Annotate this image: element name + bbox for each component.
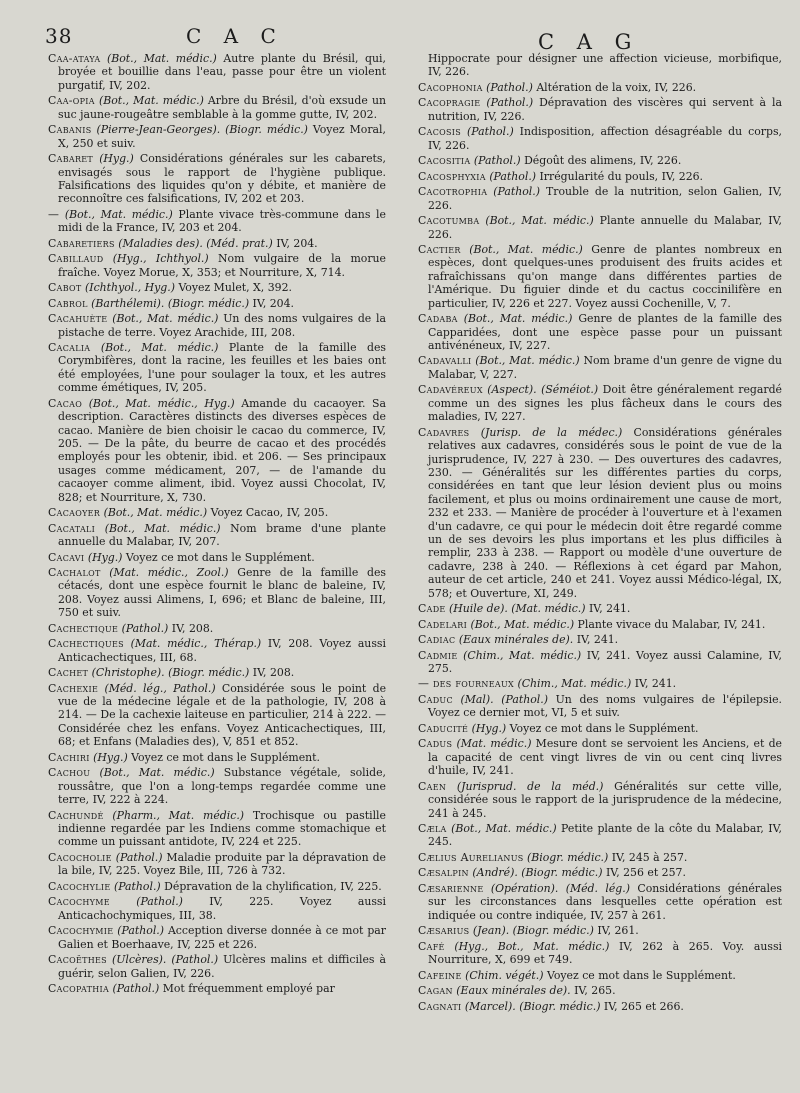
entry-subject: (Bot., Mat. médic.) [463, 312, 573, 326]
entry-text: Trouble de la nutrition, selon Galien, IV, 226. [428, 185, 782, 212]
entry-text: IV, 204. [249, 296, 294, 310]
index-entry [418, 984, 782, 997]
entry-headword: Caduc [418, 692, 453, 706]
entry-text: Plante vivace très-commune dans le midi de la France, IV, 203 et 204. [58, 207, 386, 235]
entry-headword: Cæsarienne [418, 881, 484, 895]
index-entry [418, 383, 782, 423]
entry-text: IV, 208. [249, 666, 295, 680]
index-entry [418, 1000, 782, 1013]
entry-headword: Cafeine [418, 968, 462, 982]
entry-subject: (Ichthyol., Hyg.) [85, 281, 175, 295]
entry-subject: (Eaux minérales de). [456, 984, 571, 998]
index-entry [48, 94, 386, 121]
entry-subject: (André). (Biogr. médic.) [472, 866, 603, 880]
entry-text: Nom brame d'un genre de vigne du Malabar, V, 227. [428, 354, 782, 381]
index-entry [48, 297, 386, 310]
entry-headword: Caducité [418, 721, 469, 735]
entry-subject: (Opération). (Méd. lég.) [490, 881, 630, 895]
entry-subject: (Hyg., Ichthyol.) [112, 252, 209, 266]
index-entry [48, 637, 386, 664]
entry-text: Considérée sous le point de vue de la médecine légale et de la pathologie, IV, 208 à 214. — De la cachexie laiteuse en particulier, 214 à 222. — Considérée chez les enfans. Voyez Anticachectiques, III, 68; et Enfans (Maladies des), V, 851 et 852. [58, 681, 387, 749]
index-entry [48, 152, 386, 206]
entry-text: Un des noms vulgaires de l'épilepsie. Voyez ce dernier mot, VI, 5 et suiv. [428, 692, 782, 720]
index-entry [48, 506, 386, 519]
entry-text: IV, 256 et 257. [602, 866, 686, 880]
entry-text: Genre de la famille des cétacés, dont une espèce fournit le blanc de baleine, IV, 208. Voyez aussi Alimens, I, 696; et Blanc de baleine, III, 750 et suiv. [58, 566, 387, 620]
entry-headword: Cacosphyxia [418, 169, 486, 183]
index-entry [48, 953, 386, 980]
entry-subject: (Pathol.) [121, 621, 169, 635]
entry-text: Nom vulgaire de la morue fraîche. Voyez Morue, X, 353; et Nourriture, X, 714. [58, 252, 386, 279]
entry-subject: (Pathol.) [112, 982, 160, 996]
entry-headword: Cadavéreux [418, 383, 483, 397]
entry-headword: Caa-ataya [48, 52, 101, 65]
index-entry [418, 649, 782, 676]
continued-entry: Hippocrate pour désigner une affection vicieuse, morbifique, IV, 226. [428, 52, 782, 79]
entry-headword: Cagnati [418, 999, 462, 1013]
entry-headword: Cachundé [48, 808, 104, 822]
index-entry [418, 602, 782, 615]
index-entry [418, 312, 782, 352]
entry-text: Altération de la voix, IV, 226. [532, 80, 697, 94]
index-entry [48, 566, 386, 620]
entry-text: Ulcères malins et difficiles à guérir, selon Galien, IV, 226. [58, 953, 386, 980]
entry-text: Dépravation de la chylification, IV, 225. [160, 879, 382, 893]
entry-text: Dépravation des viscères qui servent à la nutrition, IV, 226. [428, 96, 782, 123]
entry-subject: (Pathol.) [117, 924, 165, 938]
entry-subject: (Biogr. médic.) [527, 850, 609, 864]
index-entry [48, 880, 386, 893]
entry-subject: (Pathol.) [486, 96, 534, 110]
entry-subject: (Mat. médic.) [456, 737, 532, 751]
entry-text: Doit être généralement regardé comme un des signes les plus fâcheux dans le cours des maladies, IV, 227. [428, 383, 782, 424]
index-entry [418, 214, 782, 241]
entry-text: Trochisque ou pastille indienne regardée par les Indiens comme stomachique et comme un puissant antidote, IV, 224 et 225. [58, 808, 386, 849]
index-entry [418, 170, 782, 183]
index-entry [418, 969, 782, 982]
index-entry [48, 666, 386, 679]
entry-headword: Cacocholie [48, 850, 112, 864]
entry-subject: (Hyg.) [99, 152, 134, 166]
index-entry [48, 751, 386, 764]
entry-subject: (Bot., Mat. médic.) [469, 243, 583, 257]
entry-headword: Cabot [48, 281, 82, 295]
index-entry [418, 633, 782, 646]
entry-text: Genre de plantes nombreux en espèces, dont quelques-unes produisent des fruits acides et rafraîchissans qu'on mange dans différentes parties de l'Amérique. Du figuier dinde et du cactus coccinilifère en particulier, IV, 226 et 227. Voyez aussi Cochenille, V, 7. [428, 243, 782, 310]
entry-headword: Cacochymie [48, 924, 114, 938]
entry-text: Dégoût des alimens, IV, 226. [520, 154, 682, 168]
index-entry [48, 682, 386, 749]
index-entry [418, 426, 782, 600]
index-entry [418, 882, 782, 922]
index-entry [48, 208, 386, 235]
index-entry [418, 924, 782, 937]
index-entry [418, 851, 782, 864]
entry-subject: (Hyg.) [87, 550, 123, 564]
entry-text: Irrégularité du pouls, IV, 226. [536, 169, 704, 183]
index-entry [418, 618, 782, 631]
index-entry [418, 125, 782, 152]
entry-headword: Cachet [48, 666, 89, 680]
running-head-left: C A C [186, 24, 284, 48]
entry-subject: (Bot., Mat. médic.) [112, 312, 219, 326]
entry-headword: Cactier [418, 243, 461, 257]
entry-subject: (Méd. lég., Pathol.) [104, 681, 216, 695]
entry-text: Amande du cacaoyer. Sa description. Caractères distincts des diverses espèces de cacao. Manière de bien choisir le cacao du commerce, IV, 205. — De la pâte, du beurre de cacao et des procédés employés pour les obtenir, ibid. et 206. — Ses principaux usages comme médicament, 207, — de l'amande du cacaoyer comme aliment, ibid. Voyez aussi Chocolat, IV, 828; et Nourriture, X, 730. [58, 396, 386, 504]
entry-text: Petite plante de la côte du Malabar, IV, 245. [428, 822, 783, 849]
entry-subject: (Pathol.) [466, 125, 514, 139]
entry-text: IV, 245 à 257. [608, 850, 688, 864]
entry-subject: (Pathol.) [115, 850, 163, 864]
entry-headword: Cachalot [48, 566, 101, 580]
entry-subject: (Maladies des). (Méd. prat.) [118, 236, 273, 250]
entry-headword: Cacositia [418, 154, 471, 168]
entry-headword: Cagan [418, 984, 453, 998]
entry-subject: (Mat. médic., Thérap.) [130, 637, 262, 651]
entry-subject: (Marcel). (Biogr. médic.) [464, 999, 601, 1013]
index-entry [48, 924, 386, 951]
entry-subject: (Mal). (Pathol.) [460, 692, 548, 706]
entry-text: IV, 208. Voyez aussi Anticachectiques, III, 68. [58, 637, 386, 664]
entry-headword: Cacotrophia [418, 185, 488, 199]
entry-subject: (Huile de). (Mat. médic.) [449, 602, 586, 616]
entry-headword: Cacochylie [48, 879, 111, 893]
entry-headword: Caen [418, 779, 447, 793]
entry-headword: Café [418, 939, 445, 953]
entry-subject: (Chim., Mat. médic.) [517, 677, 632, 691]
index-entry [48, 397, 386, 504]
entry-headword: Cachectiques [48, 637, 124, 651]
entry-subject: (Eaux minérales de). [458, 633, 574, 647]
entry-subject: (Christophe). (Biogr. médic.) [91, 666, 250, 680]
entry-subject: (Pathol.) [113, 879, 161, 893]
entry-subject: (Pharm., Mat. médic.) [112, 808, 245, 822]
index-entry [418, 722, 782, 735]
index-entry [48, 895, 386, 922]
entry-headword: Cadelari [418, 617, 468, 631]
entry-subject: (Bot., Mat. médic.) [103, 506, 208, 520]
index-entry [48, 341, 386, 395]
entry-subject: (Pathol.) [489, 169, 537, 183]
entry-headword: Cabillaud [48, 252, 104, 266]
index-entry [418, 354, 782, 381]
entry-headword: Cacahuète [48, 312, 108, 326]
entry-headword: Cacatali [48, 521, 96, 535]
entry-text: Acception diverse donnée à ce mot par Galien et Boerhaave, IV, 225 et 226. [58, 924, 386, 951]
index-entry [48, 551, 386, 564]
entry-headword: Cæsalpin [418, 866, 469, 880]
entry-subject: (Bot., Mat. médic.) [107, 52, 217, 65]
entry-text: Maladie produite par la dépravation de la bile, IV, 225. Voyez Bile, III, 726 à 732. [58, 850, 386, 878]
entry-subject: (Barthélemi). (Biogr. médic.) [91, 296, 250, 310]
entry-text: Mot fréquemment employé par [159, 982, 335, 996]
right-column [418, 52, 782, 1015]
entry-subject: (Chim. végét.) [465, 968, 544, 982]
entry-headword: Cadus [418, 737, 453, 751]
entry-text: IV, 241. [573, 633, 619, 647]
index-entry [48, 52, 386, 92]
entry-text: Autre plante du Brésil, qui, broyée et bouillie dans l'eau, passe pour être un violent purgatif, IV, 202. [58, 52, 386, 92]
index-entry [418, 693, 782, 720]
entry-subject: (Hyg., Bot., Mat. médic.) [454, 939, 610, 953]
entry-text: IV, 241. [585, 602, 631, 616]
index-entry [48, 237, 386, 250]
entry-subject: (Pathol.) [486, 80, 533, 94]
entry-headword: Cadavalli [418, 354, 472, 368]
entry-text: Voyez Cacao, IV, 205. [207, 506, 329, 520]
entry-headword: Cacoëthes [48, 953, 107, 967]
entry-headword: Cacavi [48, 550, 85, 564]
entry-headword: Cacosis [418, 125, 462, 139]
entry-subject: (Bot., Mat. médic.) [104, 521, 221, 535]
entry-subject: (Ulcères). (Pathol.) [111, 953, 219, 967]
entry-headword: Cacophonia [418, 80, 483, 94]
index-entry [418, 780, 782, 820]
index-entry [418, 866, 782, 879]
entry-text: IV, 241. [631, 677, 677, 691]
entry-text: Voyez ce mot dans le Supplément. [122, 550, 315, 564]
index-entry [48, 622, 386, 635]
index-entry [418, 737, 782, 777]
entry-headword: Cabaretiers [48, 236, 115, 250]
entry-text: IV, 208. [168, 621, 214, 635]
entry-text: Genre de plantes de la famille des Capparidées, dont une espèce passe pour un puissant antivénéneux, IV, 227. [428, 312, 782, 352]
entry-subject: (Pathol.) [136, 895, 183, 909]
entry-headword: Cacao [48, 396, 83, 410]
entry-text: IV, 265 et 266. [600, 999, 684, 1013]
index-entry [48, 982, 386, 995]
entry-text: Voyez ce mot dans le Supplément. [506, 721, 699, 735]
entry-text: IV, 262 à 265. Voy. aussi Nourriture, X, 699 et 749. [428, 939, 783, 967]
index-entry [418, 154, 782, 167]
entry-text: Considérations générales sur les cabarets, envisagés sous le rapport de l'hygiène publique. Falsifications des liquides qu'on y débite, et manière de reconnoître ces falsifications, IV, 202 et 203. [58, 152, 386, 206]
entry-subject: (Bot., Mat. médic.) [451, 822, 557, 835]
entry-headword: Cachexie [48, 681, 99, 695]
entry-text: Nom brame d'une plante annuelle du Malabar, IV, 207. [58, 521, 386, 549]
index-entry [418, 185, 782, 212]
index-entry [48, 312, 386, 339]
entry-headword: Cacotumba [418, 214, 480, 228]
entry-subject: (Pathol.) [473, 154, 521, 168]
entry-headword: Cacaoyer [48, 506, 101, 520]
entry-text: Généralités sur cette ville, considérée sous le rapport de la jurisprudence de la médecine, 241 à 245. [428, 779, 783, 820]
entry-text: Arbre du Brésil, d'où exsude un suc jaune-rougeâtre semblable à la gomme gutte, IV, 202. [58, 94, 386, 121]
entry-subject: (Hyg.) [471, 721, 507, 735]
entry-text: Voyez ce mot dans le Supplément. [543, 968, 736, 982]
entry-subject: (Bot., Mat. médic.) [64, 207, 173, 221]
index-entry [418, 940, 782, 967]
entry-subject: (Bot., Mat. médic.) [100, 341, 219, 355]
index-entry [48, 809, 386, 849]
index-entry [48, 766, 386, 806]
entry-subject: (Aspect). (Séméiot.) [487, 383, 599, 397]
entry-headword: Cabrol [48, 296, 88, 310]
entry-subject: (Jurisp. de la médec.) [480, 425, 623, 439]
entry-headword: — des fourneaux [418, 677, 514, 691]
index-entry [418, 81, 782, 94]
entry-headword: Cacalia [48, 341, 91, 355]
entry-text: Considérations générales sur les circonstances dans lesquelles cette opération est indiquée ou contre indiquée, IV, 257 à 261. [428, 881, 782, 922]
entry-text: IV, 225. Voyez aussi Anticachochymiques, III, 38. [58, 895, 386, 922]
entry-headword: Cabanis [48, 123, 92, 137]
index-entry [48, 851, 386, 878]
index-entry [48, 522, 386, 549]
entry-subject: (Mat. médic., Zool.) [109, 566, 229, 580]
entry-text: Un des noms vulgaires de la pistache de terre. Voyez Arachide, III, 208. [58, 312, 386, 339]
entry-subject: (Bot., Mat. médic.) [470, 617, 575, 631]
entry-headword: Cachiri [48, 750, 90, 764]
index-entry [418, 96, 782, 123]
index-entry [418, 677, 782, 690]
entry-text: Plante de la famille des Corymbifères, dont la racine, les feuilles et les baies ont été employées, l'une pour soulager la toux, et les autres comme émétiques, IV, 205. [58, 341, 386, 395]
entry-headword: Cælius Aurelianus [418, 850, 524, 864]
entry-text: Plante vivace du Malabar, IV, 241. [574, 617, 766, 631]
entry-subject: (Jean). (Biogr. médic.) [472, 924, 594, 938]
entry-subject: (Bot., Mat. médic., Hyg.) [88, 396, 235, 410]
entry-headword: Cachou [48, 766, 91, 780]
entry-subject: (Pierre-Jean-Georges). (Biogr. médic.) [96, 123, 308, 137]
entry-headword: Cadmie [418, 648, 458, 662]
entry-subject: (Bot., Mat. médic.) [99, 766, 215, 780]
entry-text: Voyez ce mot dans le Supplément. [127, 750, 321, 764]
entry-text: Considérations générales relatives aux cadavres, considérés sous le point de vue de la jurisprudence, IV, 227 à 230. — Des ouvertures des cadavres, 230. — Généralités sur les différentes parties du corps, considérées en tant que leur lésion devient plus ou moins facilement, et plus ou moins ordinairement une cause de mort, 232 et 233. — Manière de procéder à l'ouverture et à l'examen d'un cadavre, ce qui pour le médecin doit être regardé comme un de ses devoirs les plus importans et les plus difficiles à remplir, 233 à 238. — Rapport ou modèle d'une ouverture de cadavre, 238 à 240. — Réflexions à cet égard par Mahon, auteur de cet article, 240 et 241. Voyez aussi Médico-légal, IX, 578; et Ouverture, XI, 249. [428, 425, 782, 600]
page-number: 38 [45, 24, 73, 48]
entry-headword: Cæla [418, 822, 447, 835]
entry-subject: (Chim., Mat. médic.) [463, 648, 582, 662]
entry-headword: Caa-opia [48, 94, 95, 108]
entry-subject: (Bot., Mat. médic.) [475, 354, 580, 368]
entry-headword: Cadiac [418, 633, 456, 647]
entry-text: IV, 241. Voyez aussi Calamine, IV, 275. [428, 648, 782, 675]
entry-headword: Cadavres [418, 425, 470, 439]
entry-text: IV, 261. [593, 924, 639, 938]
entry-headword: Cæsarius [418, 924, 470, 938]
entry-subject: (Jurisprud. de la méd.) [456, 779, 604, 793]
entry-headword: Cabaret [48, 152, 94, 166]
entry-headword: Cacopragie [418, 96, 481, 110]
entry-text: Voyez Mulet, X, 392. [174, 281, 292, 295]
index-entry [48, 252, 386, 279]
entry-headword: Cacopathia [48, 982, 110, 996]
entry-subject: (Pathol.) [493, 185, 541, 199]
entry-headword: — [48, 207, 60, 221]
entry-subject: (Bot., Mat. médic.) [485, 214, 594, 228]
left-column [48, 52, 386, 998]
index-entry [48, 123, 386, 150]
entry-text: Indisposition, affection désagréable du corps, IV, 226. [428, 125, 782, 152]
entry-text: Plante annuelle du Malabar, IV, 226. [428, 214, 783, 241]
entry-headword: Cade [418, 602, 446, 616]
index-entry [418, 822, 782, 849]
entry-text: Mesure dont se servoient les Anciens, et de la capacité de cent vingt livres de vin ou cent cinq livres d'huile, IV, 241. [428, 737, 782, 778]
entry-headword: Cachectique [48, 621, 119, 635]
index-entry [48, 281, 386, 294]
entry-text: IV, 204. [272, 236, 318, 250]
entry-subject: (Hyg.) [93, 750, 128, 764]
entry-headword: Cacochyme [48, 895, 110, 909]
entry-subject: (Bot., Mat. médic.) [98, 94, 204, 108]
index-entry [418, 243, 782, 310]
entry-text: IV, 265. [570, 984, 616, 998]
entry-text: Voyez Moral, X, 250 et suiv. [58, 123, 386, 150]
running-head-right: C A G [538, 30, 640, 54]
entry-headword: Cadaba [418, 312, 458, 326]
entry-text: Substance végétale, solide, roussâtre, que l'on a long-temps regardée comme une terre, IV, 222 à 224. [58, 766, 386, 807]
